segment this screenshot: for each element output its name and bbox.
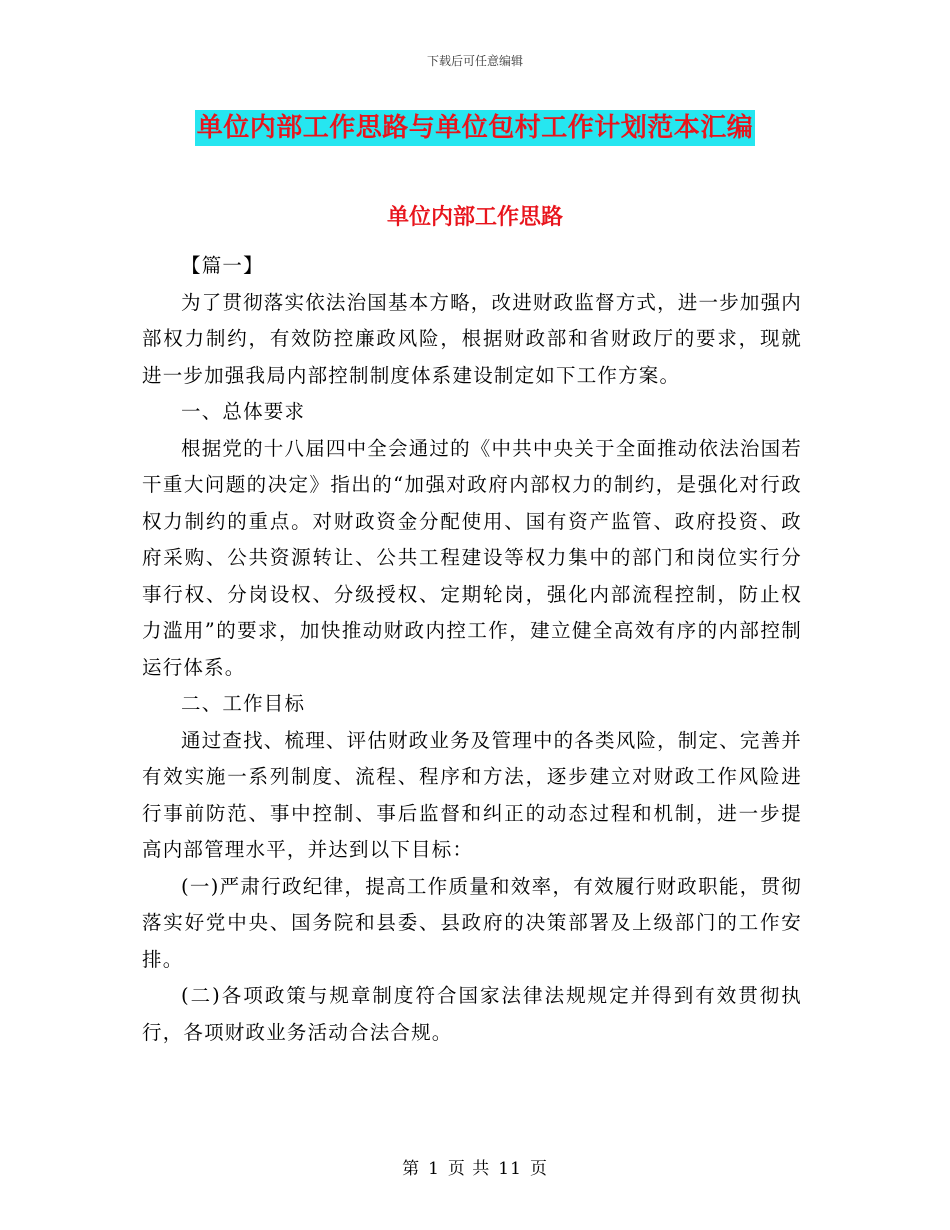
paragraph-requirements: 根据党的十八届四中全会通过的《中共中央关于全面推动依法治国若干重大问题的决定》指出的“加强对政府内部权力的制约，是强化对行政权力制约的重点。对财政资金分配使用、国有资产监管、政府投资、政府采购、公共资源转让、公共工程建设等权力集中的部门和岗位实行分事行权、分岗设权、分级授权、定期轮岗，强化内部流程控制，防止权力滥用”的要求，加快推动财政内控工作，建立健全高效有序的内部控制运行体系。	[142, 436, 803, 679]
chapter-label: 【篇一】	[181, 254, 264, 277]
document-body	[142, 248, 802, 1051]
heading-general-requirements: 一、总体要求	[181, 400, 306, 423]
paragraph-intro: 为了贯彻落实依法治国基本方略，改进财政监督方式，进一步加强内部权力制约，有效防控廉政风险，根据财政部和省财政厅的要求，现就进一步加强我局内部控制制度体系建设制定如下工作方案。	[142, 290, 803, 387]
paragraph-goal-1: (一)严肃行政纪律，提高工作质量和效率，有效履行财政职能，贯彻落实好党中央、国务院和县委、县政府的决策部署及上级部门的工作安排。	[142, 874, 802, 971]
heading-work-goals: 二、工作目标	[181, 692, 306, 715]
footer-total-pages: 11	[498, 1159, 522, 1179]
paragraph-goals: 通过查找、梳理、评估财政业务及管理中的各类风险，制定、完善并有效实施一系列制度、流程、程序和方法，逐步建立对财政工作风险进行事前防范、事中控制、事后监督和纠正的动态过程和机制，进一步提高内部管理水平，并达到以下目标：	[142, 728, 803, 861]
footer-prefix: 第	[402, 1159, 421, 1179]
paragraph-goal-2: (二)各项政策与规章制度符合国家法律法规规定并得到有效贯彻执行，各项财政业务活动合法合规。	[142, 984, 802, 1044]
page-footer	[0, 1154, 950, 1179]
footer-mid: 页 共	[447, 1159, 491, 1179]
doc-title: 单位内部工作思路与单位包村工作计划范本汇编	[195, 110, 756, 146]
header-note: 下载后可任意编辑	[426, 54, 523, 68]
footer-suffix: 页	[529, 1159, 548, 1179]
doc-title-container	[0, 110, 950, 146]
footer-page-number: 1	[428, 1159, 440, 1179]
section-title: 单位内部工作思路	[386, 205, 563, 230]
